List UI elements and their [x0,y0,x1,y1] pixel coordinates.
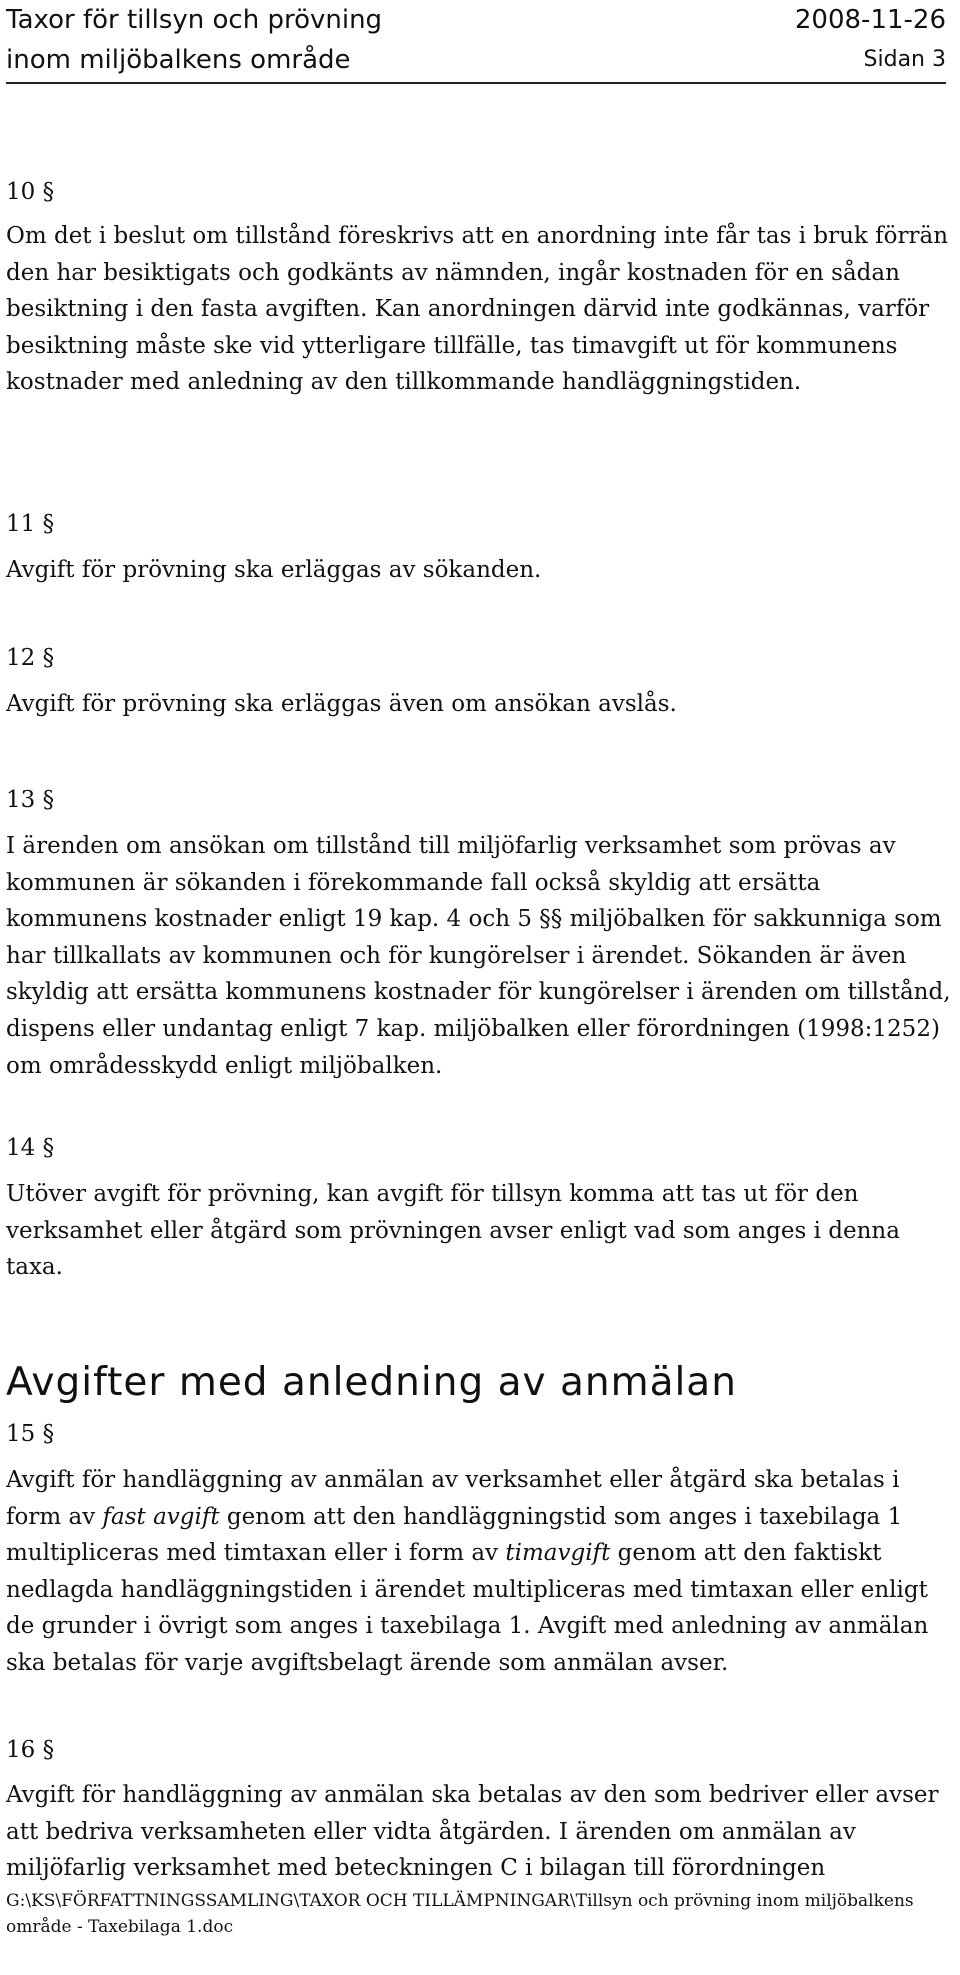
document-subtitle: inom miljöbalkens område [6,45,351,75]
section-heading: Avgifter med anledning av anmälan [6,1360,737,1405]
fast-avgift-term: fast avgift [102,1503,220,1530]
paragraph-10: Om det i beslut om tillstånd föreskrivs att en anordning inte får tas i bruk förrän den har besiktigats och godkänts av nämnden, ingår kostnaden för en sådan besiktning i den fasta avgiften. Kan anordningen därvid inte godkännas, varför besiktning måste ske vid ytterligare tillfälle, tas timavgift ut för kommunens kostnader med anledning av den tillkommande handläggningstiden. [6,223,949,396]
page-header [6,0,946,84]
paragraph-15-part-b: genom att den handläggningstid som anges i taxebilaga 1 multipliceras med timtaxan eller i form av [6,1503,903,1567]
paragraph-13: I ärenden om ansökan om tillstånd till miljöfarlig verksamhet som prövas av kommunen är sökanden i förekommande fall också skyldig att ersätta kommunens kostnader enligt 19 kap. 4 och 5 §§ miljöbalken för sakkunniga som har tillkallats av kommunen och för kungörelser i ärendet. Sökanden är även skyldig att ersätta kommunens kostnader för kungörelser i ärenden om tillstånd, dispens eller undantag enligt 7 kap. miljöbalken eller förordningen (1998:1252) om områdesskydd enligt miljöbalken. [6,833,951,1079]
paragraph-16: Avgift för handläggning av anmälan ska betalas av den som bedriver eller avser att bedriva verksamheten eller vidta åtgärden. I ärenden om anmälan av miljöfarlig verksamhet med beteckningen C i bilagan till förordningen [6,1782,939,1882]
section-number-16: 16 § [6,1737,55,1763]
section-number-14: 14 § [6,1135,55,1161]
section-number-12: 12 § [6,645,55,671]
paragraph-14: Utöver avgift för prövning, kan avgift för tillsyn komma att tas ut för den verksamhet eller åtgärd som prövningen avser enligt vad som anges i denna taxa. [6,1181,900,1281]
document-title: Taxor för tillsyn och prövning [6,5,383,35]
document-date: 2008-11-26 [794,5,946,35]
section-number-15: 15 § [6,1421,55,1447]
section-number-10: 10 § [6,179,55,205]
paragraph-15-part-c: genom att den faktiskt nedlagda handläggningstiden i ärendet multipliceras med timtaxan eller enligt de grunder i övrigt som anges i taxebilaga 1. Avgift med anledning av anmälan ska betalas för varje avgiftsbelagt ärende som anmälan avser. [6,1540,929,1676]
page-footer: G:\KS\FÖRFATTNINGSSAMLING\TAXOR OCH TILLÄMPNINGAR\Tillsyn och prövning inom miljöbalkens område - Taxebilaga 1.doc [6,1891,914,1937]
paragraph-11: Avgift för prövning ska erläggas av sökanden. [6,557,542,583]
page-number: Sidan 3 [863,47,946,72]
section-number-11: 11 § [6,511,55,537]
paragraph-15-part-a: Avgift för handläggning av anmälan av verksamhet eller åtgärd ska betalas i form av [6,1467,900,1530]
timavgift-term: timavgift [505,1540,611,1567]
paragraph-12: Avgift för prövning ska erläggas även om ansökan avslås. [6,691,677,717]
paragraph-15 [6,1462,954,1682]
section-number-13: 13 § [6,787,55,813]
